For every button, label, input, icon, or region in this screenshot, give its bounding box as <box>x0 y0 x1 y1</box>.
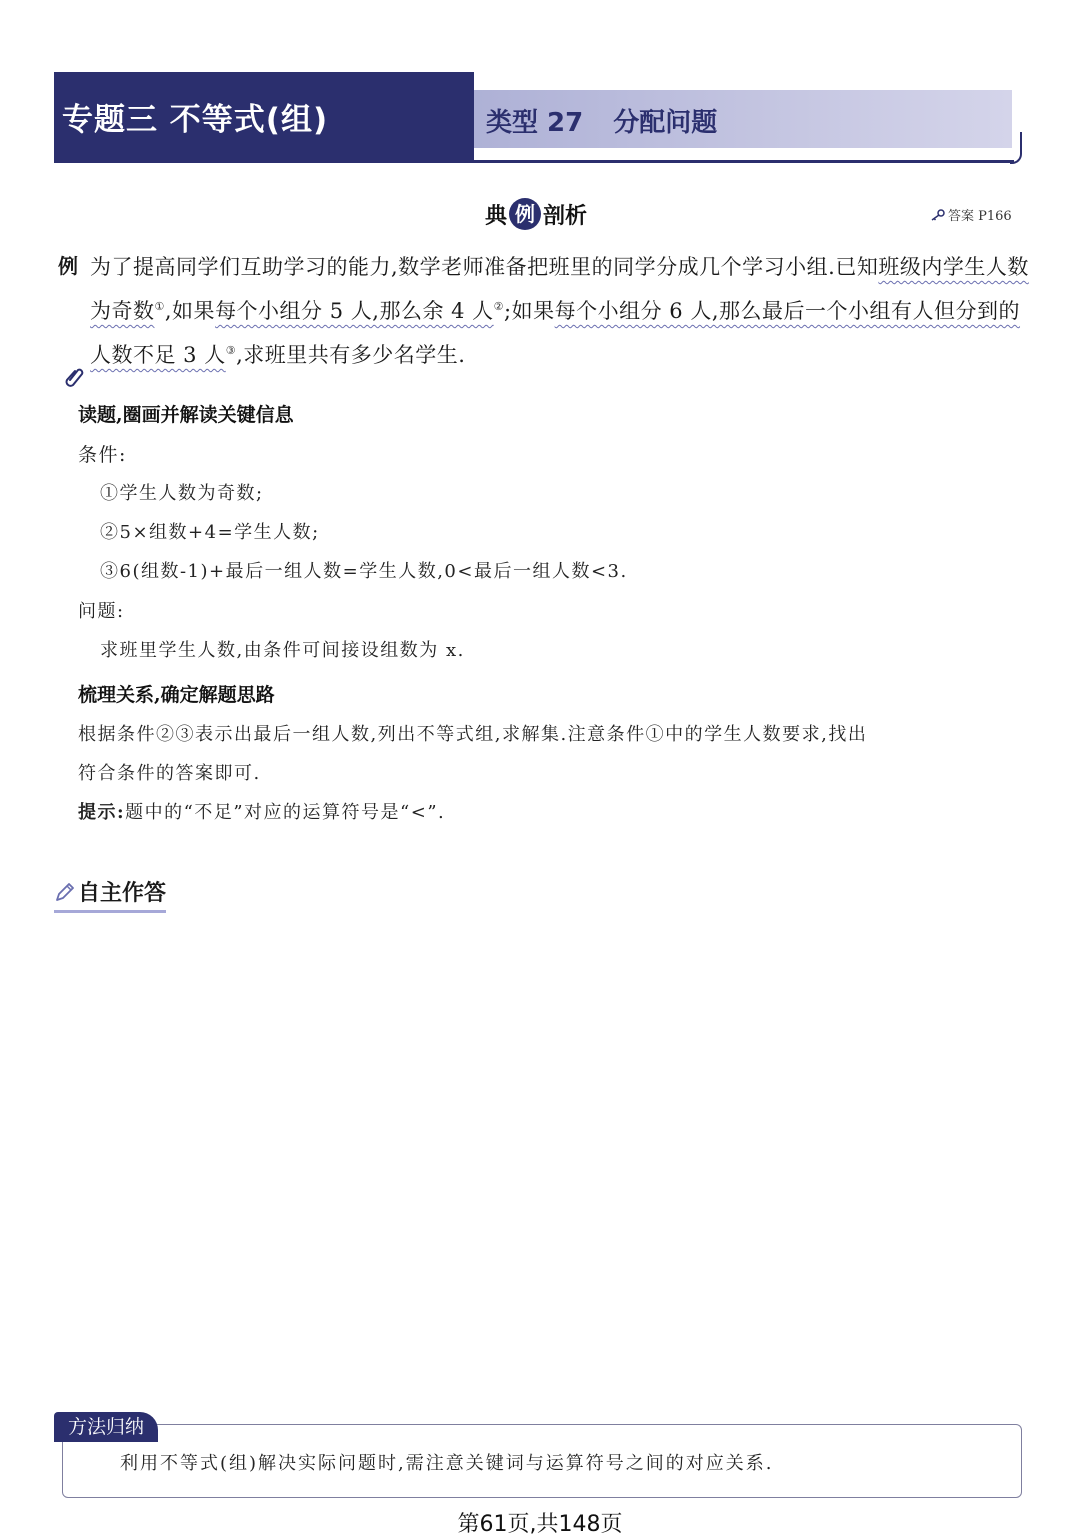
key-info-3: 每个小组分 6 人,那么最后一个小组有人但分到的人数不足 3 人 <box>90 299 1021 367</box>
conditions-label: 条件: <box>78 444 127 466</box>
method-tag: 方法归纳 <box>54 1412 158 1442</box>
header-rule-hook <box>1010 132 1022 164</box>
type-heading <box>486 102 717 139</box>
sort-text-1: 根据条件②③表示出最后一组人数,列出不等式组,求解集.注意条件①中的学生人数要求,找出 <box>78 724 868 745</box>
section-prefix: 典 <box>485 203 508 229</box>
page-number: 第61页,共148页 <box>457 1512 623 1537</box>
header-rule <box>54 160 1014 163</box>
condition-3: ③6(组数-1)+最后一组人数=学生人数,0<最后一组人数<3. <box>100 561 628 582</box>
pencil-icon <box>54 881 76 903</box>
hint <box>78 798 445 824</box>
hint-label: 提示: <box>78 802 126 823</box>
type-name: 分配问题 <box>613 108 718 138</box>
key-info-1: 班级内学生人数为奇数 <box>90 255 1029 323</box>
sort-heading: 梳理关系,确定解题思路 <box>78 684 275 706</box>
mark-3: ③ <box>225 344 237 357</box>
example-badge: 例 <box>509 198 541 230</box>
example-text: 为了提高同学们互助学习的能力,数学老师准备把班里的同学分成几个学习小组.已知班级内学生人数为奇数①,如果每个小组分 5 人,那么余 4 人②;如果每个小组分 6 人,那么最后一个小组有人但分到的人数不足 3 人③,求班里共有多少名学生. <box>90 255 1029 367</box>
method-text: 利用不等式(组)解决实际问题时,需注意关键词与运算符号之间的对应关系. <box>120 1453 774 1474</box>
question-label: 问题: <box>78 601 125 622</box>
self-answer-heading <box>54 876 166 913</box>
type-label: 类型 27 <box>486 108 584 138</box>
key-icon <box>930 209 946 221</box>
mark-2: ② <box>493 300 505 313</box>
self-answer-label: 自主作答 <box>78 881 167 906</box>
sort-text-2: 符合条件的答案即可. <box>78 763 261 784</box>
section-suffix: 剖析 <box>543 203 588 229</box>
read-heading: 读题,圈画并解读关键信息 <box>78 404 294 426</box>
question-text: 求班里学生人数,由条件可间接设组数为 x. <box>100 640 465 661</box>
hint-text: 题中的“不足”对应的运算符号是“<”. <box>125 802 446 823</box>
condition-2: ②5×组数+4=学生人数; <box>100 522 320 543</box>
topic-title: 专题三 不等式(组) <box>62 102 329 138</box>
mark-1: ① <box>154 300 165 313</box>
key-info-2: 每个小组分 5 人,那么余 4 人 <box>215 299 494 323</box>
answer-reference[interactable] <box>930 205 1012 224</box>
condition-1: ①学生人数为奇数; <box>100 483 264 504</box>
section-heading <box>485 198 587 230</box>
example-label: 例 <box>58 254 78 278</box>
answer-page: 答案 P166 <box>948 209 1012 224</box>
paperclip-icon <box>64 366 88 390</box>
